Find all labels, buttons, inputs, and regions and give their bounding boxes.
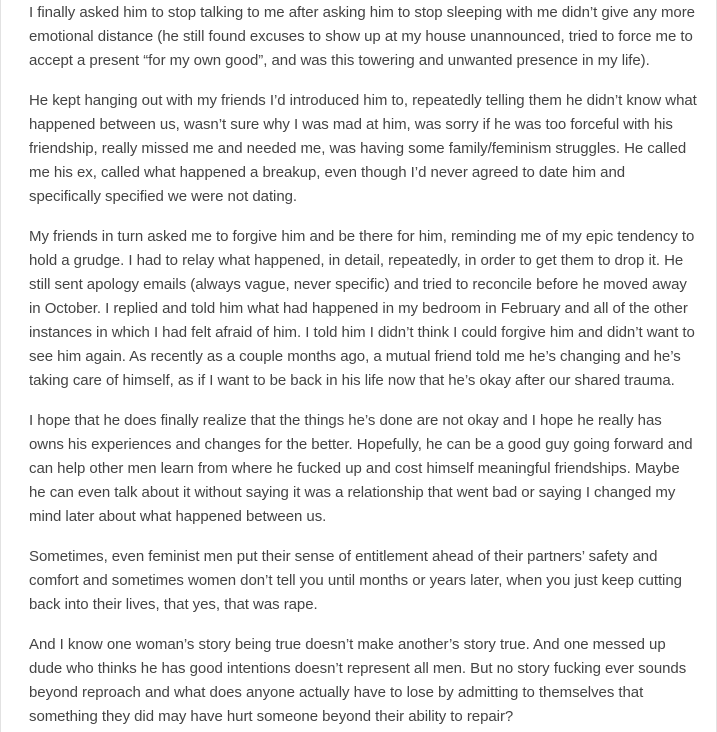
paragraph-4: I hope that he does finally realize that the things he’s done are not okay and I hope he really has owns his experiences and changes for the better. Hopefully, he can be a good guy going forward and can help other men learn from where he fucked up and cost himself meaningful friendships. Maybe he can even talk about it without saying it was a relationship that went bad or saying I changed my mind later about what happened between us. [29, 412, 693, 525]
paragraph-1: I finally asked him to stop talking to me after asking him to stop sleeping with me didn’t give any more emotional distance (he still found excuses to show up at my house unannounced, tried to force me to accept a present “for my own good”, and was this towering and unwanted presence in my life). [29, 4, 695, 69]
paragraph-3: My friends in turn asked me to forgive him and be there for him, reminding me of my epic tendency to hold a grudge. I had to relay what happened, in detail, repeatedly, in order to get them to drop it. He still sent apology emails (always vague, never specific) and tried to reconcile before he moved away in October. I replied and told him what had happened in my bedroom in February and all of the other instances in which I had felt afraid of him. I told him I didn’t think I could forgive him and didn’t want to see him again. As recently as a couple months ago, a mutual friend told me he’s changing and he’s taking care of himself, as if I want to be back in his life now that he’s okay after our shared trauma. [29, 228, 695, 389]
paragraph-2: He kept hanging out with my friends I’d introduced him to, repeatedly telling them he didn’t know what happened between us, wasn’t sure why I was mad at him, was sorry if he was too forceful with his friendship, really missed me and needed me, was having some family/feminism struggles. He called me his ex, called what happened a breakup, even though I’d never agreed to date him and specifically specified we were not dating. [29, 92, 697, 205]
article-body [29, 1, 699, 732]
paragraph-6: And I know one woman’s story being true doesn’t make another’s story true. And one messed up dude who thinks he has good intentions doesn’t represent all men. But no story fucking ever sounds beyond reproach and what does anyone actually have to lose by admitting to themselves that something they did may have hurt someone beyond their ability to repair? [29, 636, 687, 725]
paragraph-5: Sometimes, even feminist men put their sense of entitlement ahead of their partners’ safety and comfort and sometimes women don’t tell you until months or years later, when you just keep cutting back into their lives, that yes, that was rape. [29, 548, 682, 613]
